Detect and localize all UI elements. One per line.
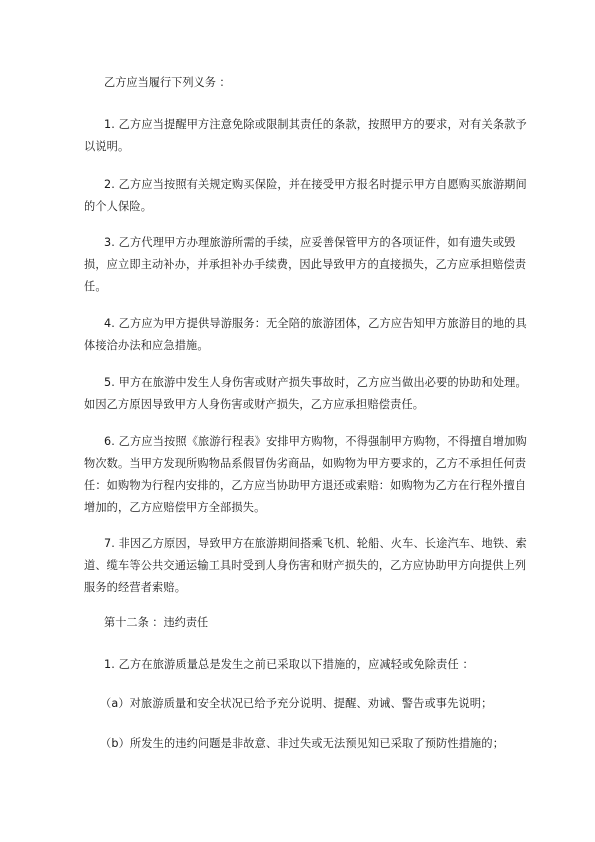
obligation-item-7: 7. 非因乙方原因，导致甲方在旅游期间搭乘飞机、轮船、火车、长途汽车、地铁、索道、缆车等公共交通运输工具时受到人身伤害和财产损失的，乙方应协助甲方向提供上列服务的经营者索赔。 [84, 537, 527, 594]
obligation-item-3: 3. 乙方代理甲方办理旅游所需的手续，应妥善保管甲方的各项证件，如有遗失或毁损，应立即主动补办，并承担补办手续费，因此导致甲方的直接损失，乙方应承担赔偿责任。 [84, 236, 527, 293]
article-12-title: 第十二条 ：违约责任 [104, 616, 209, 629]
obligation-item-6: 6. 乙方应当按照《旅游行程表》安排甲方购物，不得强制甲方购物，不得擅自增加购物次数。当甲方发现所购物品系假冒伪劣商品，如购物为甲方要求的，乙方不承担任何责任：如购物为行程内安排的，乙方应当协助甲方退还或索赔：如购物为乙方在行程外擅自增加的，乙方应赔偿甲方全部损失。 [84, 435, 527, 514]
obligation-item-2: 2. 乙方应当按照有关规定购买保险，并在接受甲方报名时提示甲方自愿购买旅游期间的个人保险。 [84, 178, 527, 213]
obligations-heading: 乙方应当履行下列义务 ： [104, 76, 231, 89]
article-12-sub-a: （a）对旅游质量和安全状况已给予充分说明、提醒、劝诫、警告或事先说明； [100, 697, 493, 710]
obligation-item-4: 4. 乙方应为甲方提供导游服务：无全陪的旅游团体，乙方应告知甲方旅游目的地的具体接洽办法和应急措施。 [84, 317, 527, 352]
article-12-item-1: 1. 乙方在旅游质量总是发生之前已采取以下措施的，应减轻或免除责任 ： [104, 658, 474, 671]
obligation-item-1: 1. 乙方应当提醒甲方注意免除或限制其责任的条款，按照甲方的要求，对有关条款予以说明。 [84, 118, 527, 153]
article-12-sub-b: （b）所发生的违约问题是非故意、非过失或无法预见知已采取了预防性措施的； [100, 737, 505, 750]
obligation-item-5: 5. 甲方在旅游中发生人身伤害或财产损失事故时，乙方应当做出必要的协助和处理。如因乙方原因导致甲方人身伤害或财产损失，乙方应承担赔偿责任。 [84, 376, 527, 411]
